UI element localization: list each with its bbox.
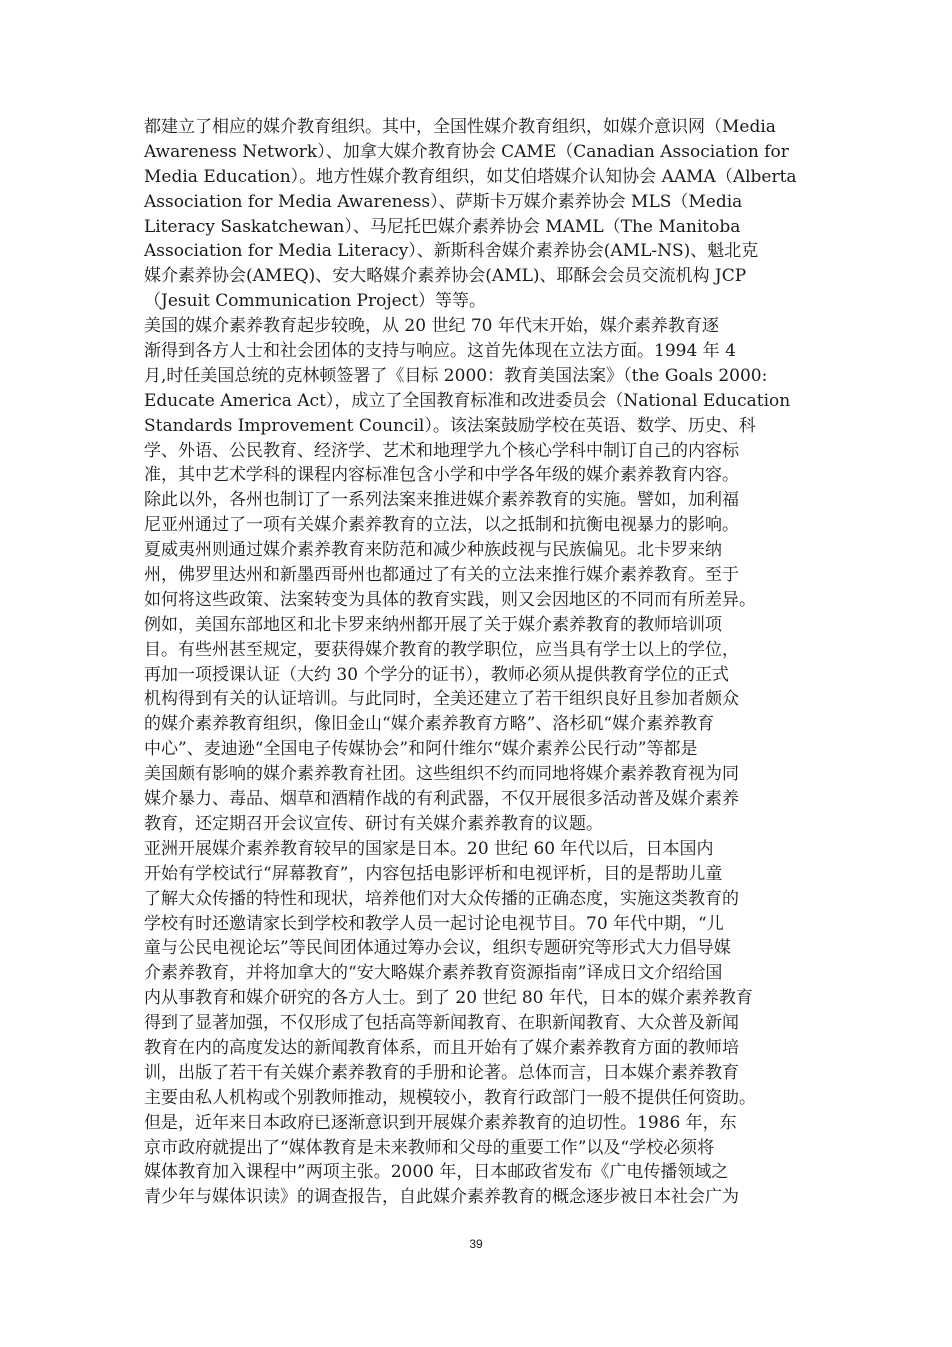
text-line: 了解大众传播的特性和现状，培养他们对大众传播的正确态度，实施这类教育的 (144, 888, 739, 909)
text-line: 例如，美国东部地区和北卡罗来纳州都开展了关于媒介素养教育的教师培训项 (144, 614, 722, 635)
text-line: Awareness Network）、加拿大媒介教育协会 CAME（Canadian Association for (144, 141, 789, 162)
text-line: 介素养教育，并将加拿大的“安大略媒介素养教育资源指南”译成日文介绍给国 (144, 963, 723, 984)
text-line: 州，佛罗里达州和新墨西哥州也都通过了有关的立法来推行媒介素养教育。至于 (144, 565, 739, 586)
text-line: 教育在内的高度发达的新闻教育体系，而且开始有了媒介素养教育方面的教师培 (144, 1037, 739, 1058)
text-line: Educate America Act），成立了全国教育标准和改进委员会（National Education (144, 390, 791, 411)
text-line: 青少年与媒体识读》的调查报告，自此媒介素养教育的概念逐步被日本社会广为 (144, 1187, 739, 1208)
text-line: 学校有时还邀请家长到学校和教学人员一起讨论电视节目。70 年代中期，“儿 (144, 913, 724, 934)
text-line: 开始有学校试行“屏幕教育”，内容包括电影评析和电视评析，目的是帮助儿童 (144, 863, 723, 884)
text-line: 除此以外，各州也制订了一系列法案来推进媒介素养教育的实施。譬如，加利福 (144, 490, 739, 511)
text-line: 夏威夷州则通过媒介素养教育来防范和减少种族歧视与民族偏见。北卡罗来纳 (144, 540, 722, 561)
text-line: 童与公民电视论坛”等民间团体通过筹办会议，组织专题研究等形式大力倡导媒 (144, 938, 731, 959)
text-line: 学、外语、公民教育、经济学、艺术和地理学九个核心学科中制订自己的内容标 (144, 440, 739, 461)
text-line: 教育，还定期召开会议宣传、研讨有关媒介素养教育的议题。 (144, 813, 603, 834)
text-line: 媒介素养协会(AMEQ)、安大略媒介素养协会(AML)、耶酥会会员交流机构 JCP (144, 266, 747, 287)
text-line: Media Education）。地方性媒介教育组织，如艾伯塔媒介认知协会 AAMA（Alberta (144, 166, 797, 187)
text-line: Association for Media Awareness）、萨斯卡万媒介素养协会 MLS（Media (144, 191, 743, 212)
text-line: 都建立了相应的媒介教育组织。其中，全国性媒介教育组织，如媒介意识网（Media (144, 117, 776, 137)
text-line: Standards Improvement Council）。该法案鼓励学校在英语、数学、历史、科 (144, 415, 756, 436)
text-line: 再加一项授课认证（大约 30 个学分的证书），教师必须从提供教育学位的正式 (144, 664, 729, 685)
text-line: 机构得到有关的认证培训。与此同时，全美还建立了若干组织良好且参加者颇众 (144, 689, 739, 710)
text-line: 得到了显著加强，不仅形成了包括高等新闻教育、在职新闻教育、大众普及新闻 (144, 1013, 739, 1034)
text-line: 美国颇有影响的媒介素养教育社团。这些组织不约而同地将媒介素养教育视为同 (144, 764, 739, 785)
text-line: Association for Media Literacy）、新斯科舍媒介素养协会(AML-NS)、魁北克 (144, 241, 759, 262)
text-line: 媒体教育加入课程中”两项主张。2000 年，日本邮政省发布《广电传播领域之 (144, 1162, 729, 1183)
text-line: 准，其中艺术学科的课程内容标准包含小学和中学各年级的媒介素养教育内容。 (144, 465, 739, 486)
text-line: 亚洲开展媒介素养教育较早的国家是日本。20 世纪 60 年代以后，日本国内 (144, 838, 714, 859)
text-line: （Jesuit Communication Project）等等。 (144, 291, 487, 312)
text-line: 京市政府就提出了“媒体教育是未来教师和父母的重要工作”以及“学校必须将 (144, 1137, 715, 1158)
text-line: 如何将这些政策、法案转变为具体的教育实践，则又会因地区的不同而有所差异。 (144, 589, 756, 610)
text-line: 渐得到各方人士和社会团体的支持与响应。这首先体现在立法方面。1994 年 4 (144, 341, 736, 362)
text-line: 目。有些州甚至规定，要获得媒介教育的教学职位，应当具有学士以上的学位， (144, 639, 739, 660)
text-line: 尼亚州通过了一项有关媒介素养教育的立法，以之抵制和抗衡电视暴力的影响。 (144, 515, 739, 536)
text-line: 主要由私人机构或个别教师推动，规模较小，教育行政部门一般不提供任何资助。 (144, 1087, 756, 1108)
text-line: 内从事教育和媒介研究的各方人士。到了 20 世纪 80 年代，日本的媒介素养教育 (144, 988, 753, 1009)
text-line: 中心”、麦迪逊“全国电子传媒协会”和阿什维尔“媒介素养公民行动”等都是 (144, 739, 698, 760)
page-number: 39 (469, 1237, 483, 1251)
body-text (144, 115, 810, 1210)
text-line: 的媒介素养教育组织，像旧金山“媒介素养教育方略”、洛杉矶“媒介素养教育 (144, 714, 715, 735)
text-line: Literacy Saskatchewan）、马尼托巴媒介素养协会 MAML（The Manitoba (144, 216, 741, 237)
text-line: 但是，近年来日本政府已逐渐意识到开展媒介素养教育的迫切性。1986 年，东 (144, 1112, 737, 1133)
text-line: 月,时任美国总统的克林顿签署了《目标 2000：教育美国法案》（the Goals 2000: (144, 365, 768, 386)
text-line: 训，出版了若干有关媒介素养教育的手册和论著。总体而言，日本媒介素养教育 (144, 1062, 739, 1083)
text-line: 媒介暴力、毒品、烟草和酒精作战的有利武器，不仅开展很多活动普及媒介素养 (144, 789, 739, 810)
text-line: 美国的媒介素养教育起步较晚，从 20 世纪 70 年代末开始，媒介素养教育逐 (144, 316, 719, 337)
